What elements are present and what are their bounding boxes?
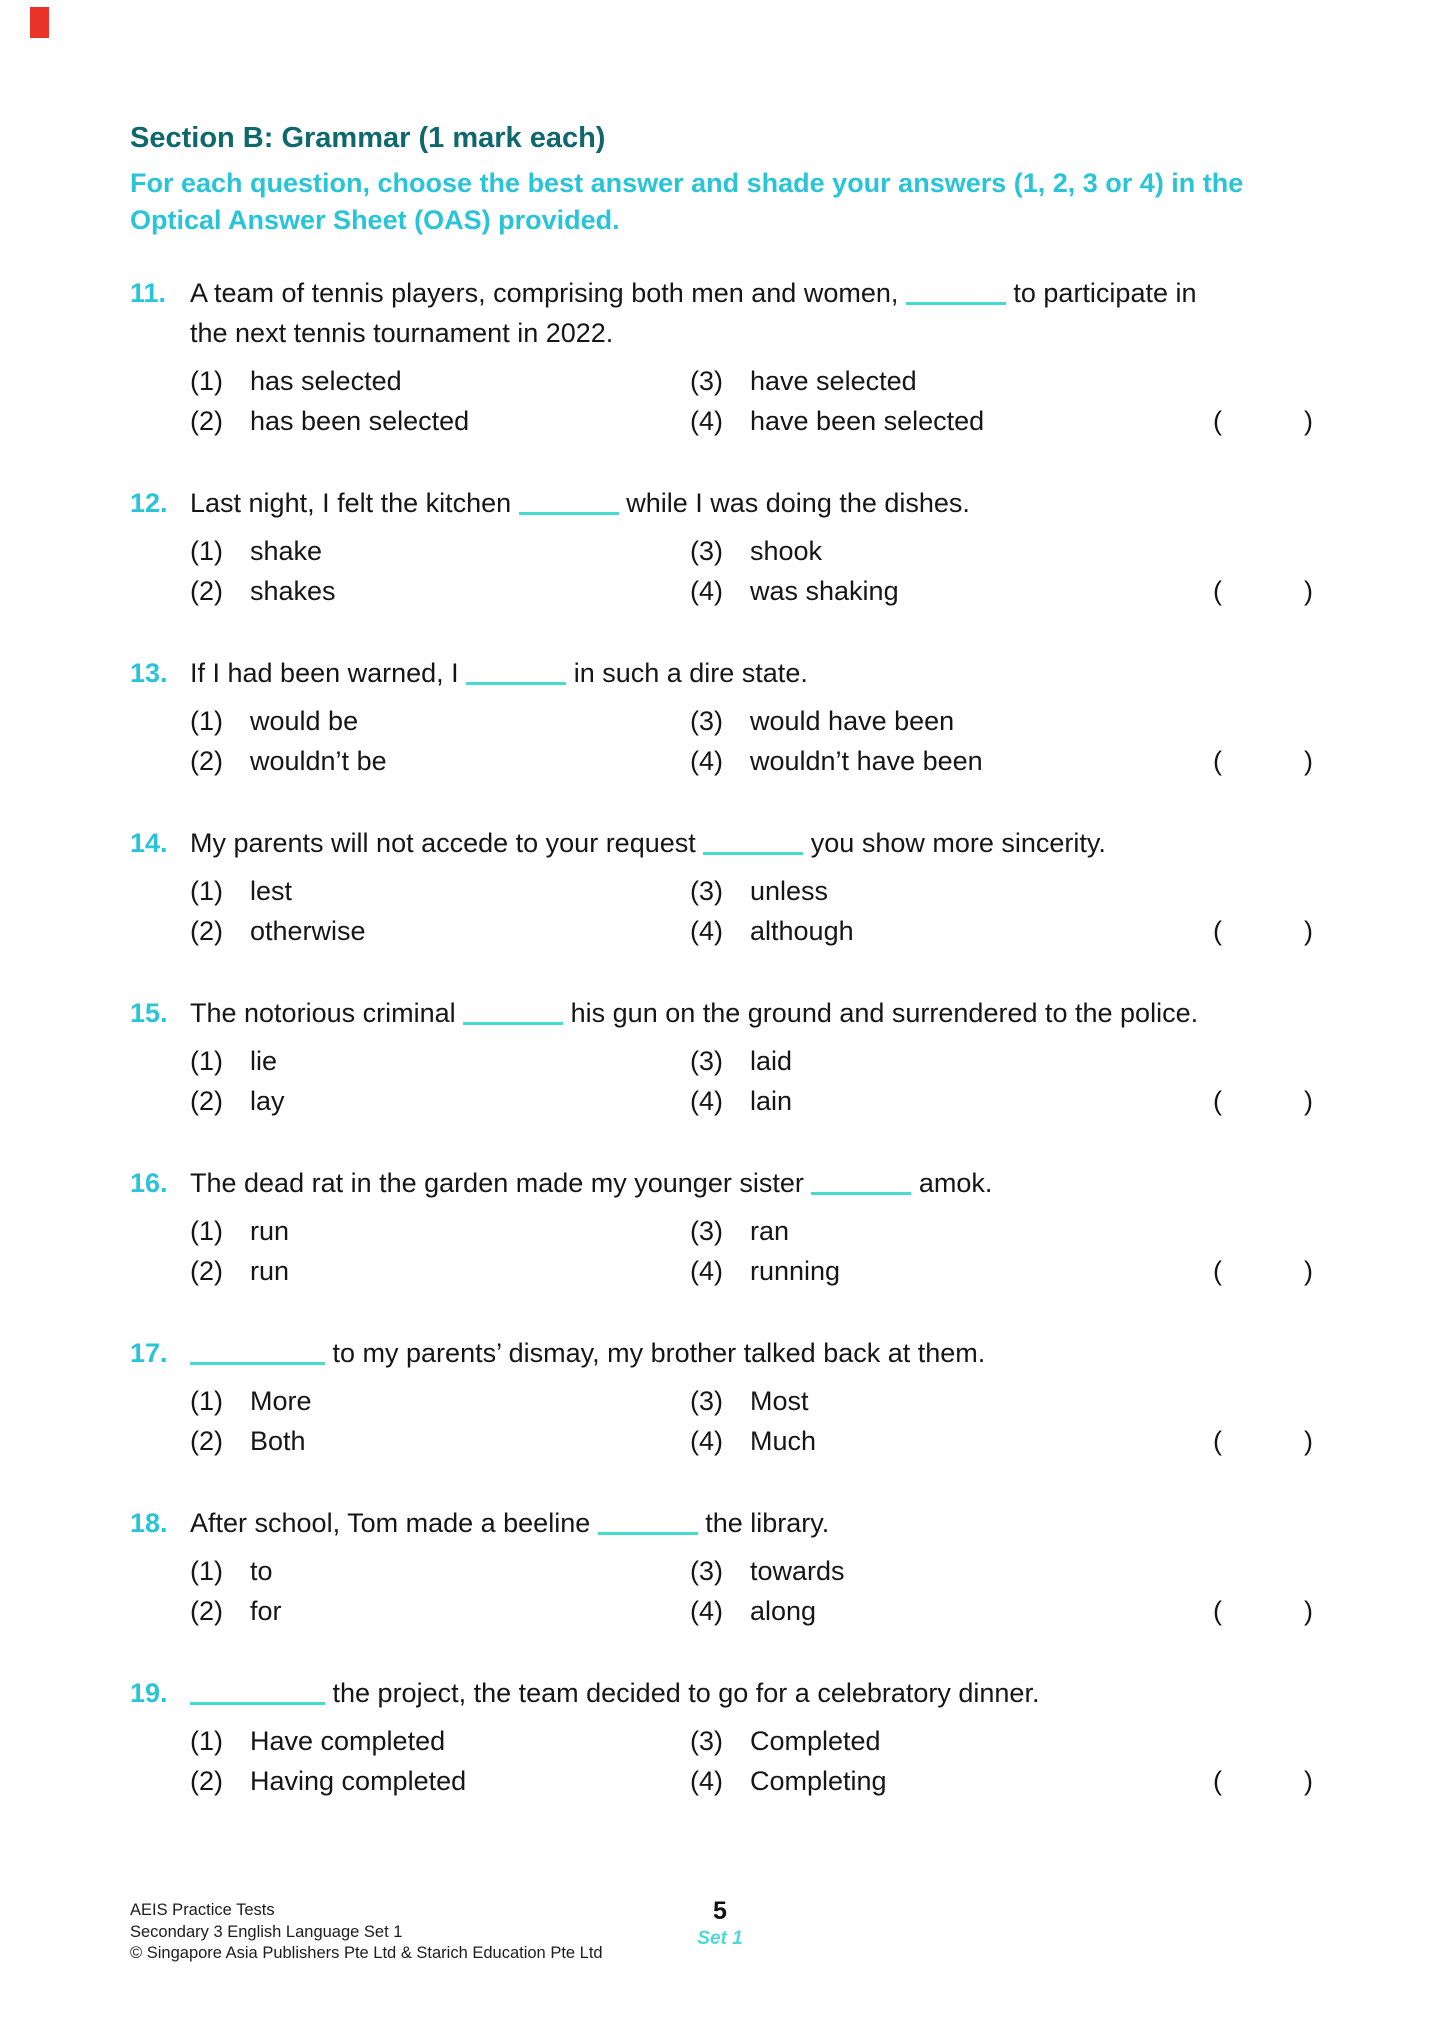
question-options [190,1041,1335,1121]
answer-bracket-close: ) [1304,1086,1313,1116]
question-options [190,1721,1335,1801]
question-options [190,1551,1335,1631]
answer-bracket-open: ( [1213,1086,1222,1116]
option-label: was shaking [750,576,899,606]
question-options [190,531,1335,611]
option-row [190,1081,1335,1121]
answer-brackets [1213,741,1313,781]
answer-bracket-close: ) [1304,1256,1313,1286]
option-label: along [750,1596,817,1626]
question-number: 13. [130,658,168,688]
answer-bracket-open: ( [1213,576,1222,606]
option-number: (2) [190,746,223,776]
option-number: (3) [690,706,723,736]
option-number: (1) [190,1046,223,1076]
question-number: 12. [130,488,168,518]
question-number: 11. [130,278,167,308]
footer-copyright: © Singapore Asia Publishers Pte Ltd & Starich Education Pte Ltd [130,1944,603,1962]
footer-page-block [645,1898,795,1950]
option-label: lie [250,1046,278,1076]
option-row [190,911,1335,951]
section-title: Section B: Grammar (1 mark each) [130,122,606,154]
option-row [190,1381,1335,1421]
option-label: lain [750,1086,793,1116]
stem-blank [703,832,803,855]
option-number: (2) [190,576,223,606]
option-number: (4) [690,1256,723,1286]
stem-blank [598,1512,698,1535]
stem-blank [906,282,1006,305]
option-number: (2) [190,1766,223,1796]
option-number: (4) [690,1426,723,1456]
page-content [130,120,1335,1843]
option-number: (2) [190,916,223,946]
option-number: (3) [690,1046,723,1076]
option-number: (3) [690,536,723,566]
answer-brackets [1213,1761,1313,1801]
footer-series-title: AEIS Practice Tests [130,1901,275,1919]
option-label: otherwise [250,916,366,946]
question-stem: My parents will not accede to your request you show more sincerity. [190,828,1106,858]
answer-brackets [1213,1081,1313,1121]
option-row [190,531,1335,571]
question-number: 15. [130,998,168,1028]
answer-bracket-open: ( [1213,746,1222,776]
option-number: (2) [190,406,223,436]
option-number: (4) [690,916,723,946]
question-number: 17. [130,1338,168,1368]
option-number: (3) [690,1556,723,1586]
answer-bracket-open: ( [1213,1766,1222,1796]
answer-brackets [1213,401,1313,441]
answer-bracket-close: ) [1304,1766,1313,1796]
answer-brackets [1213,1251,1313,1291]
option-number: (1) [190,1216,223,1246]
answer-brackets [1213,1421,1313,1461]
question-block [130,1163,1335,1291]
option-label: running [750,1256,841,1286]
question-stem: The notorious criminal his gun on the ground and surrendered to the police. [190,998,1199,1028]
option-label: unless [750,876,829,906]
question-options [190,1381,1335,1461]
option-label: have selected [750,366,917,396]
option-row [190,741,1335,781]
option-number: (4) [690,746,723,776]
question-options [190,871,1335,951]
option-label: Completed [750,1726,881,1756]
stem-blank [811,1172,911,1195]
option-label: although [750,916,854,946]
option-label: Have completed [250,1726,446,1756]
option-label: Much [750,1426,817,1456]
question-stem: A team of tennis players, comprising both men and women, to participate in the next tennis tournament in 2022. [190,278,1197,348]
question-stem: If I had been warned, I in such a dire state. [190,658,808,688]
option-label: More [250,1386,312,1416]
option-label: Completing [750,1766,887,1796]
option-row [190,701,1335,741]
answer-bracket-close: ) [1304,406,1313,436]
instructions-line-2: Optical Answer Sheet (OAS) provided. [130,205,620,235]
option-row [190,1211,1335,1251]
answer-bracket-open: ( [1213,1256,1222,1286]
option-number: (2) [190,1426,223,1456]
stem-blank [190,1682,325,1705]
question-block [130,273,1335,441]
instructions [130,165,1335,239]
option-row [190,1721,1335,1761]
option-label: shake [250,536,323,566]
option-label: would have been [750,706,955,736]
question-block [130,1503,1335,1631]
option-label: shook [750,536,823,566]
answer-bracket-close: ) [1304,1426,1313,1456]
answer-brackets [1213,1591,1313,1631]
option-number: (4) [690,576,723,606]
option-label: Both [250,1426,306,1456]
option-number: (3) [690,366,723,396]
question-options [190,1211,1335,1291]
answer-bracket-close: ) [1304,576,1313,606]
question-block [130,483,1335,611]
option-label: wouldn’t be [250,746,387,776]
option-row [190,1041,1335,1081]
option-row [190,1551,1335,1591]
question-options [190,361,1335,441]
option-number: (4) [690,406,723,436]
option-row [190,361,1335,401]
option-number: (1) [190,1386,223,1416]
option-number: (4) [690,1596,723,1626]
option-number: (1) [190,536,223,566]
question-block [130,1673,1335,1801]
question-stem: The dead rat in the garden made my younger sister amok. [190,1168,993,1198]
option-label: Having completed [250,1766,467,1796]
option-label: lest [250,876,293,906]
option-number: (1) [190,876,223,906]
option-number: (1) [190,1726,223,1756]
page-number: 5 [713,1897,727,1925]
option-label: laid [750,1046,793,1076]
option-number: (3) [690,1216,723,1246]
option-number: (3) [690,1726,723,1756]
question-stem: to my parents’ dismay, my brother talked back at them. [190,1333,985,1373]
instructions-line-1: For each question, choose the best answer and shade your answers (1, 2, 3 or 4) in the [130,168,1244,198]
option-number: (2) [190,1086,223,1116]
answer-bracket-close: ) [1304,916,1313,946]
answer-brackets [1213,911,1313,951]
answer-bracket-open: ( [1213,1426,1222,1456]
stem-blank [463,1002,563,1025]
question-number: 14. [130,828,168,858]
option-number: (1) [190,366,223,396]
option-label: shakes [250,576,336,606]
option-label: would be [250,706,359,736]
option-number: (1) [190,706,223,736]
answer-brackets [1213,571,1313,611]
question-number: 19. [130,1678,168,1708]
answer-bracket-open: ( [1213,406,1222,436]
question-block [130,993,1335,1121]
question-block [130,823,1335,951]
question-block [130,653,1335,781]
option-row [190,871,1335,911]
stem-blank [519,492,619,515]
option-number: (1) [190,1556,223,1586]
option-number: (3) [690,876,723,906]
option-label: have been selected [750,406,985,436]
option-label: has selected [250,366,402,396]
option-number: (4) [690,1086,723,1116]
set-label: Set 1 [697,1928,743,1949]
option-number: (2) [190,1256,223,1286]
option-label: wouldn’t have been [750,746,983,776]
answer-bracket-close: ) [1304,1596,1313,1626]
answer-bracket-open: ( [1213,916,1222,946]
option-row [190,571,1335,611]
option-label: run [250,1256,290,1286]
option-row [190,401,1335,441]
question-stem: the project, the team decided to go for a celebratory dinner. [190,1673,1039,1713]
option-label: towards [750,1556,845,1586]
option-number: (2) [190,1596,223,1626]
option-row [190,1251,1335,1291]
answer-bracket-close: ) [1304,746,1313,776]
footer-subtitle: Secondary 3 English Language Set 1 [130,1922,403,1941]
answer-bracket-open: ( [1213,1596,1222,1626]
stem-blank [190,1342,325,1365]
option-label: ran [750,1216,790,1246]
option-label: to [250,1556,273,1586]
stem-blank [466,662,566,685]
question-number: 16. [130,1168,168,1198]
option-row [190,1761,1335,1801]
option-label: has been selected [250,406,470,436]
option-label: run [250,1216,290,1246]
question-number: 18. [130,1508,168,1538]
questions-list [130,273,1335,1801]
question-stem: Last night, I felt the kitchen while I was doing the dishes. [190,488,970,518]
option-row [190,1591,1335,1631]
option-label: Most [750,1386,809,1416]
question-block [130,1333,1335,1461]
footer-imprint [130,1900,603,1965]
option-number: (3) [690,1386,723,1416]
option-row [190,1421,1335,1461]
red-corner-mark [30,7,49,38]
question-options [190,701,1335,781]
option-label: lay [250,1086,285,1116]
option-label: for [250,1596,282,1626]
option-number: (4) [690,1766,723,1796]
question-stem: After school, Tom made a beeline the library. [190,1508,830,1538]
